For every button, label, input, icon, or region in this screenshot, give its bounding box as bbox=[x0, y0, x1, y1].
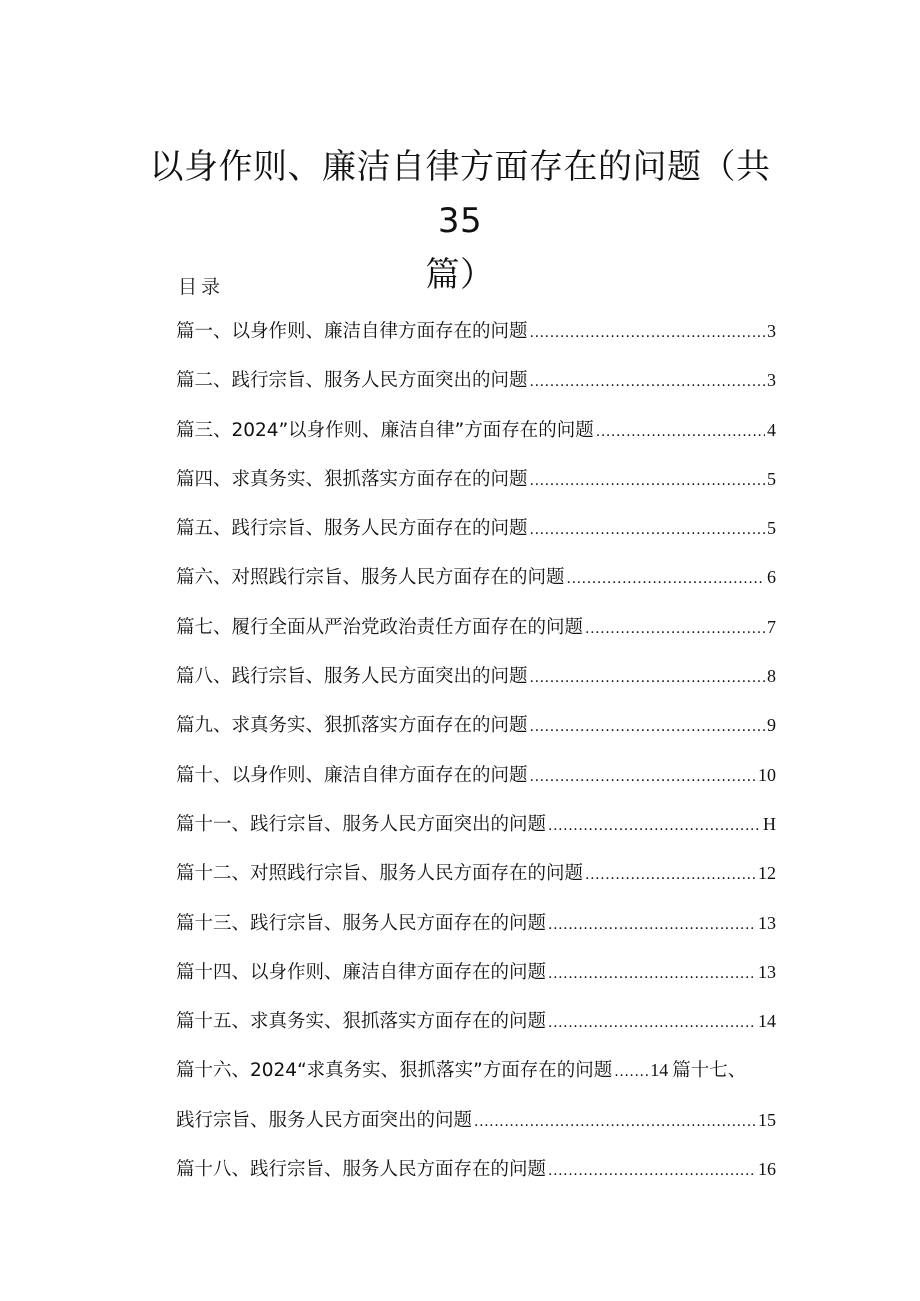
toc-item[interactable] bbox=[176, 563, 776, 612]
document-title bbox=[130, 140, 790, 302]
toc-page-number: 8 bbox=[767, 666, 776, 687]
toc-item-label: 篇十八、践行宗旨、服务人民方面存在的问题 bbox=[176, 1159, 547, 1181]
toc-page-number: 16 bbox=[758, 1159, 776, 1180]
toc-page-number: 12 bbox=[758, 863, 776, 884]
toc-item-label: 篇四、求真务实、狠抓落实方面存在的问题 bbox=[176, 468, 528, 490]
toc-item-label: 践行宗旨、服务人民方面突出的问题 bbox=[176, 1109, 473, 1131]
toc-item-label: 篇十四、以身作则、廉洁自律方面存在的问题 bbox=[176, 961, 547, 983]
toc-heading: 目录 bbox=[178, 276, 225, 298]
toc-dot-leader bbox=[585, 621, 765, 637]
toc-item-label: 篇七、履行全面从严治党政治责任方面存在的问题 bbox=[176, 616, 584, 638]
toc-item[interactable] bbox=[176, 1155, 776, 1204]
toc-dot-leader bbox=[530, 325, 765, 341]
toc-item[interactable] bbox=[176, 317, 776, 366]
toc-item-label: 篇十三、践行宗旨、服务人民方面存在的问题 bbox=[176, 912, 547, 934]
toc-page-number: 7 bbox=[767, 616, 776, 637]
toc-item[interactable] bbox=[176, 662, 776, 711]
toc-item[interactable] bbox=[176, 1007, 776, 1056]
toc-dot-leader bbox=[585, 867, 756, 883]
toc-item[interactable] bbox=[176, 761, 776, 810]
toc-item[interactable] bbox=[176, 711, 776, 760]
toc-item[interactable] bbox=[176, 958, 776, 1007]
toc-item[interactable] bbox=[176, 514, 776, 563]
toc-item[interactable] bbox=[176, 613, 776, 662]
toc-item[interactable] bbox=[176, 465, 776, 514]
toc-item[interactable] bbox=[176, 909, 776, 958]
toc-page-number: 14 bbox=[758, 1011, 776, 1032]
toc-page-number: 3 bbox=[767, 370, 776, 391]
toc-item-label: 篇一、以身作则、廉洁自律方面存在的问题 bbox=[176, 321, 528, 342]
title-line-2: 篇） bbox=[425, 255, 495, 295]
toc-page-number: 3 bbox=[767, 321, 776, 341]
toc-dot-leader bbox=[530, 374, 765, 390]
toc-item-label: 篇三、2024”以身作则、廉洁自律”方面存在的问题 bbox=[176, 419, 594, 441]
toc-dot-leader bbox=[530, 473, 765, 489]
table-of-contents bbox=[176, 317, 776, 1204]
toc-page-number: H bbox=[763, 813, 776, 834]
toc-page-number: 15 bbox=[758, 1109, 776, 1130]
title-line-1: 以身作则、廉洁自律方面存在的问题（共35 bbox=[149, 147, 771, 241]
toc-item-label: 篇十六、2024“求真务实、狠抓落实”方面存在的问题 bbox=[176, 1060, 613, 1082]
toc-page-number: 6 bbox=[767, 567, 776, 588]
toc-dot-leader bbox=[614, 1064, 648, 1080]
toc-dot-leader bbox=[530, 522, 765, 538]
toc-item[interactable] bbox=[176, 1056, 776, 1105]
toc-item-label: 篇二、践行宗旨、服务人民方面突出的问题 bbox=[176, 370, 528, 392]
toc-item-label: 篇十一、践行宗旨、服务人民方面突出的问题 bbox=[176, 813, 547, 835]
toc-item-label: 篇九、求真务实、狠抓落实方面存在的问题 bbox=[176, 715, 528, 737]
toc-dot-leader bbox=[548, 1015, 756, 1031]
toc-dot-leader bbox=[567, 571, 765, 587]
toc-dot-leader bbox=[530, 670, 765, 686]
toc-item-label: 篇六、对照践行宗旨、服务人民方面存在的问题 bbox=[176, 567, 565, 589]
toc-page-number: 13 bbox=[758, 912, 776, 933]
toc-page-number: 5 bbox=[767, 518, 776, 539]
toc-item-label: 篇十、以身作则、廉洁自律方面存在的问题 bbox=[176, 764, 528, 786]
toc-page-number: 10 bbox=[758, 764, 776, 785]
toc-item[interactable] bbox=[176, 416, 776, 465]
toc-page-number: 14 bbox=[650, 1060, 669, 1081]
toc-dot-leader bbox=[548, 966, 756, 982]
toc-wrapped-label-start: 篇十七、 bbox=[672, 1060, 747, 1082]
toc-item[interactable] bbox=[176, 810, 776, 859]
toc-page-number: 5 bbox=[767, 468, 776, 489]
toc-item[interactable] bbox=[176, 366, 776, 415]
toc-dot-leader bbox=[596, 424, 765, 440]
toc-dot-leader bbox=[474, 1114, 756, 1130]
toc-page-number: 9 bbox=[767, 715, 776, 736]
toc-dot-leader bbox=[548, 1163, 756, 1179]
toc-dot-leader bbox=[530, 769, 756, 785]
toc-dot-leader bbox=[548, 917, 756, 933]
toc-item[interactable] bbox=[176, 1106, 776, 1155]
toc-item-label: 篇十五、求真务实、狠抓落实方面存在的问题 bbox=[176, 1011, 547, 1033]
toc-item-label: 篇八、践行宗旨、服务人民方面突出的问题 bbox=[176, 666, 528, 688]
toc-item-label: 篇十二、对照践行宗旨、服务人民方面存在的问题 bbox=[176, 863, 584, 885]
toc-item-label: 篇五、践行宗旨、服务人民方面存在的问题 bbox=[176, 518, 528, 540]
toc-page-number: 13 bbox=[758, 961, 776, 982]
toc-dot-leader bbox=[548, 818, 761, 834]
toc-page-number: 4 bbox=[767, 419, 776, 440]
toc-dot-leader bbox=[530, 719, 765, 735]
toc-item[interactable] bbox=[176, 859, 776, 908]
